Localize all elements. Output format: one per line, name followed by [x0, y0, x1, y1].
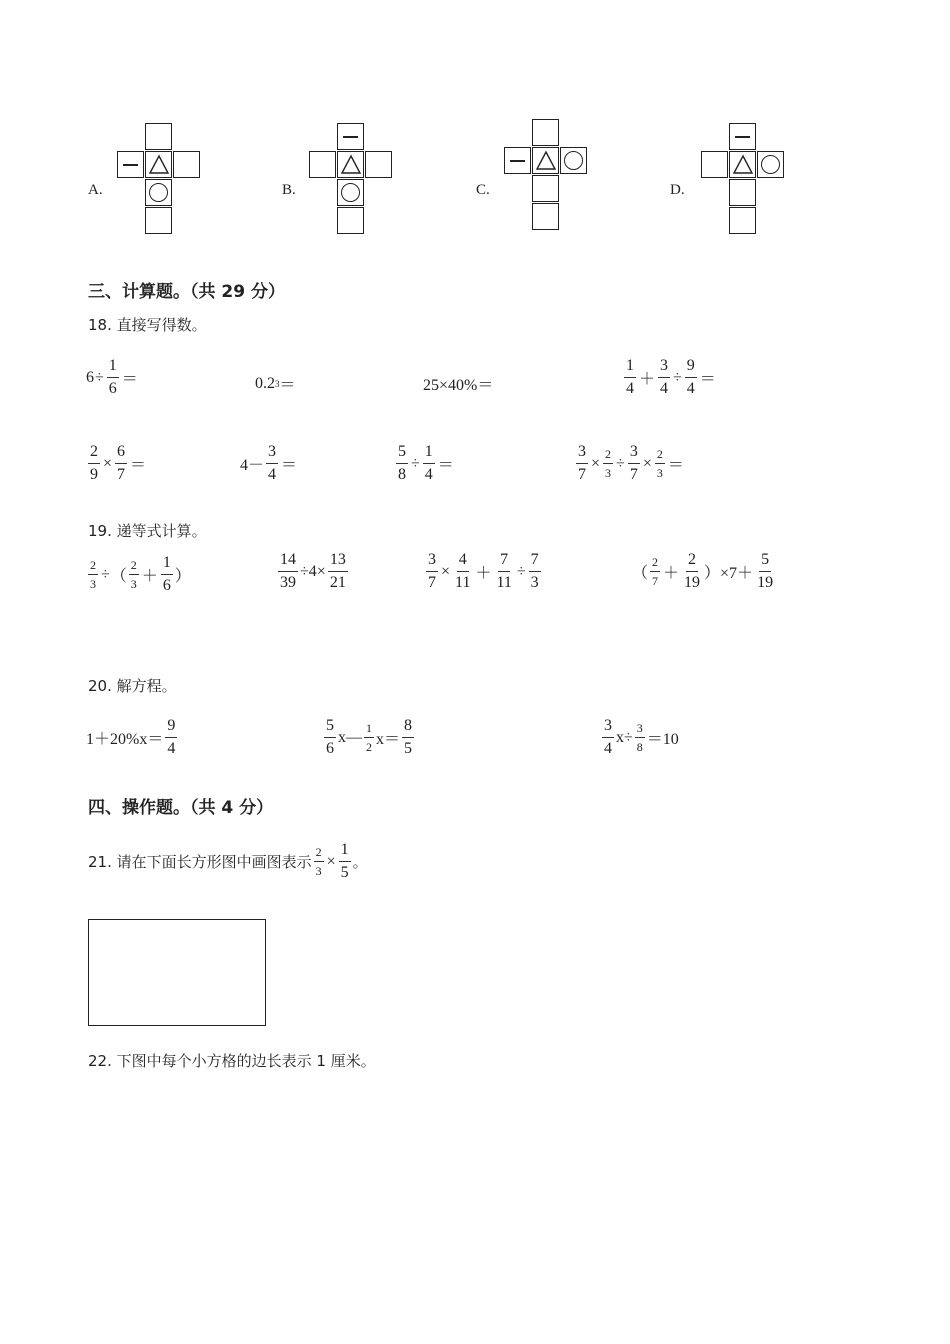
question-22-label: 22. 下图中每个小方格的边长表示 1 厘米。 — [88, 1052, 376, 1070]
q18-expr-7: $\frac{5}{8}$ ÷ $\frac{1}{4}$ ＝ — [398, 443, 454, 483]
question-18-label: 18. 直接写得数。 — [88, 316, 207, 334]
question-21: 21. 请在下面长方形图中画图表示 $\frac{2}{3}$ × $\frac{1}{5}$ 。 — [88, 841, 368, 881]
circle-icon — [341, 183, 360, 202]
option-d-label: D. — [670, 182, 685, 198]
q19-expr-3: $\frac{3}{7}$ × $\frac{4}{11}$ ＋ $\frac{7}{11}$ ÷ $\frac{7}{3}$ — [428, 551, 539, 591]
triangle-icon — [535, 150, 557, 171]
q18-expr-2: 0.2 3 ＝ — [255, 374, 296, 394]
q20-equation-2: $\frac{5}{6}$ x— $\frac{1}{2}$ x＝ $\frac{8}{5}$ — [326, 717, 413, 757]
q18-expr-5: $\frac{2}{9}$ × $\frac{6}{7}$ ＝ — [90, 443, 147, 483]
question-19-label: 19. 递等式计算。 — [88, 522, 207, 540]
dash-icon — [123, 164, 138, 166]
dash-icon — [510, 160, 525, 162]
q18-expr-4: $\frac{1}{4}$ ＋ $\frac{3}{4}$ ÷ $\frac{9}{4}$ ＝ — [626, 357, 716, 397]
q19-expr-2: $\frac{14}{39}$ ÷4× $\frac{13}{21}$ — [280, 551, 346, 591]
section-4-title: 四、操作题。（共 4 分） — [88, 798, 274, 818]
q18-expr-1: 6 ÷ $\frac{1}{6}$ ＝ — [86, 357, 138, 397]
q18-expr-3: 25×40%＝ — [423, 377, 494, 394]
q18-expr-8: $\frac{3}{7}$ × $\frac{2}{3}$ ÷ $\frac{3}{7}$ × $\frac{2}{3}$ ＝ — [578, 443, 684, 483]
circle-icon — [564, 151, 583, 170]
dash-icon — [735, 136, 750, 138]
circle-icon — [149, 183, 168, 202]
section-3-title: 三、计算题。（共 29 分） — [88, 282, 285, 302]
option-b-label: B. — [282, 182, 296, 198]
option-a-label: A. — [88, 182, 103, 198]
triangle-icon — [732, 154, 754, 175]
q20-equation-1: 1＋20%x＝ $\frac{9}{4}$ — [86, 717, 176, 757]
option-c-label: C. — [476, 182, 490, 198]
drawing-rectangle[interactable] — [88, 919, 266, 1026]
question-20-label: 20. 解方程。 — [88, 677, 177, 695]
triangle-icon — [340, 154, 362, 175]
circle-icon — [761, 155, 780, 174]
triangle-icon — [148, 154, 170, 175]
q19-expr-1: $\frac{2}{3}$ ÷ （ $\frac{2}{3}$ ＋ $\frac{1}{6}$ ） — [90, 554, 191, 594]
q20-equation-3: $\frac{3}{4}$ x÷ $\frac{3}{8}$ ＝10 — [604, 717, 679, 757]
q18-expr-6: 4－ $\frac{3}{4}$ ＝ — [240, 443, 298, 483]
dash-icon — [343, 136, 358, 138]
q19-expr-4: （ $\frac{2}{7}$ ＋ $\frac{2}{19}$ ）×7＋ $\frac{5}{19}$ — [632, 551, 774, 591]
